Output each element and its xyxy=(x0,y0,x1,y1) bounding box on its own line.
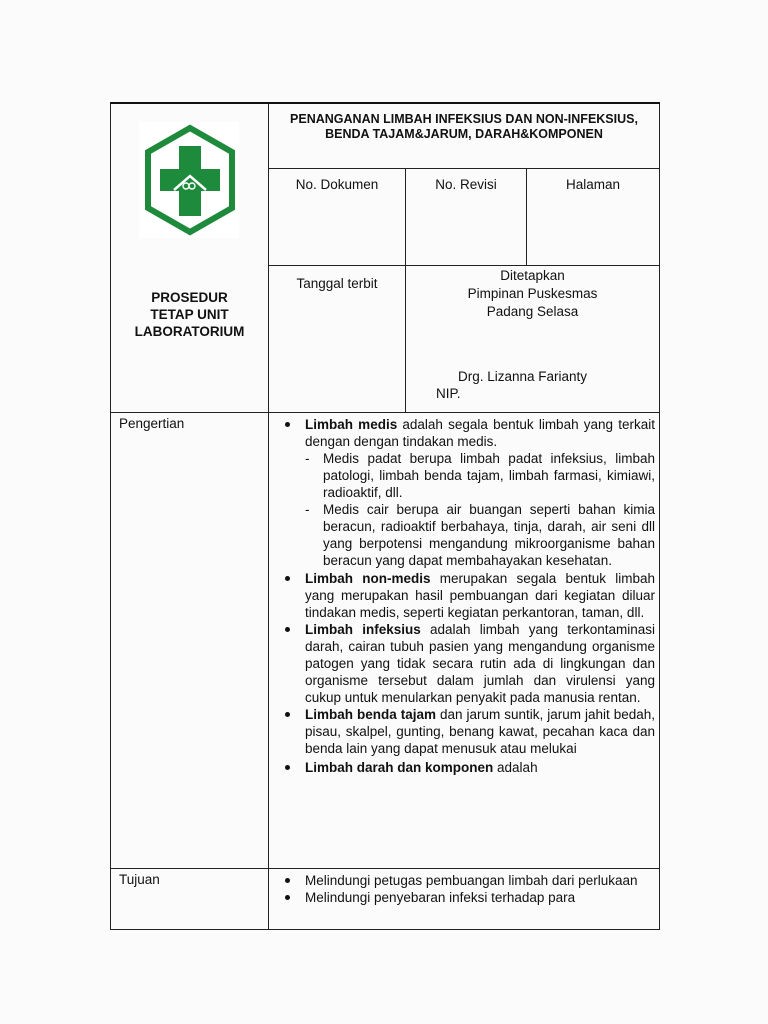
ditetapkan-text: Ditetapkan xyxy=(500,268,565,283)
list-item: Limbah non-medis merupakan segala bentuk limbah yang merupakan hasil pembuangan dari kegiatan diluar tindakan medis, seperti kegiatan perkantoran, taman, dll. xyxy=(275,570,655,621)
list-item: Melindungi penyebaran infeksi terhadap para xyxy=(275,889,655,906)
sop-table xyxy=(110,102,660,930)
puskesmas-logo-icon xyxy=(144,124,236,236)
signature-block xyxy=(406,266,660,413)
list-item: Melindungi petugas pembuangan limbah dari perlukaan xyxy=(275,872,655,889)
tanggal-terbit-label: Tanggal terbit xyxy=(269,266,406,413)
pengertian-label: Pengertian xyxy=(111,413,269,869)
list-subitem: - Medis padat berupa limbah padat infeksius, limbah patologi, limbah benda tajam, limbah farmasi, kimiawi, radioaktif, dll. xyxy=(275,450,655,501)
no-dokumen-label: No. Dokumen xyxy=(269,169,406,266)
signer-nip: NIP. xyxy=(436,386,461,401)
list-item: Limbah benda tajam dan jarum suntik, jarum jahit bedah, pisau, skalpel, gunting, benang kawat, pecahan kaca dan benda lain yang dapat menusuk atau melukai xyxy=(275,706,655,757)
signer-name: Drg. Lizanna Farianty xyxy=(458,369,588,384)
list-item: Limbah infeksius adalah limbah yang terkontaminasi darah, cairan tubuh pasien yang mengandung organisme patogen yang tidak secara rutin ada di lingkungan dan organisme tersebut dalam jumlah dan virulensi yang cukup untuk menularkan penyakit pada manusia rentan. xyxy=(275,621,655,706)
header-left-cell xyxy=(111,103,269,413)
tujuan-label: Tujuan xyxy=(111,869,269,930)
halaman-label: Halaman xyxy=(527,169,660,266)
list-item: Limbah darah dan komponen adalah xyxy=(275,759,655,776)
pimpinan-text: Pimpinan Puskesmas Padang Selasa xyxy=(467,286,598,319)
list-subitem: - Medis cair berupa air buangan seperti bahan kimia beracun, radioaktif berbahaya, tinja, darah, air seni dll yang berpotensi mengandung mikroorganisme bahan beracun yang dapat membahayakan kesehatan. xyxy=(275,501,655,569)
tujuan-content xyxy=(269,869,660,930)
document-title: PENANGANAN LIMBAH INFEKSIUS DAN NON-INFEKSIUS, BENDA TAJAM&JARUM, DARAH&KOMPONEN xyxy=(269,103,660,169)
list-item: Limbah medis adalah segala bentuk limbah yang terkait dengan dengan tindakan medis. xyxy=(275,416,655,450)
no-revisi-label: No. Revisi xyxy=(406,169,527,266)
pengertian-content xyxy=(269,413,660,869)
procedure-title: PROSEDUR TETAP UNIT LABORATORIUM xyxy=(134,290,245,339)
